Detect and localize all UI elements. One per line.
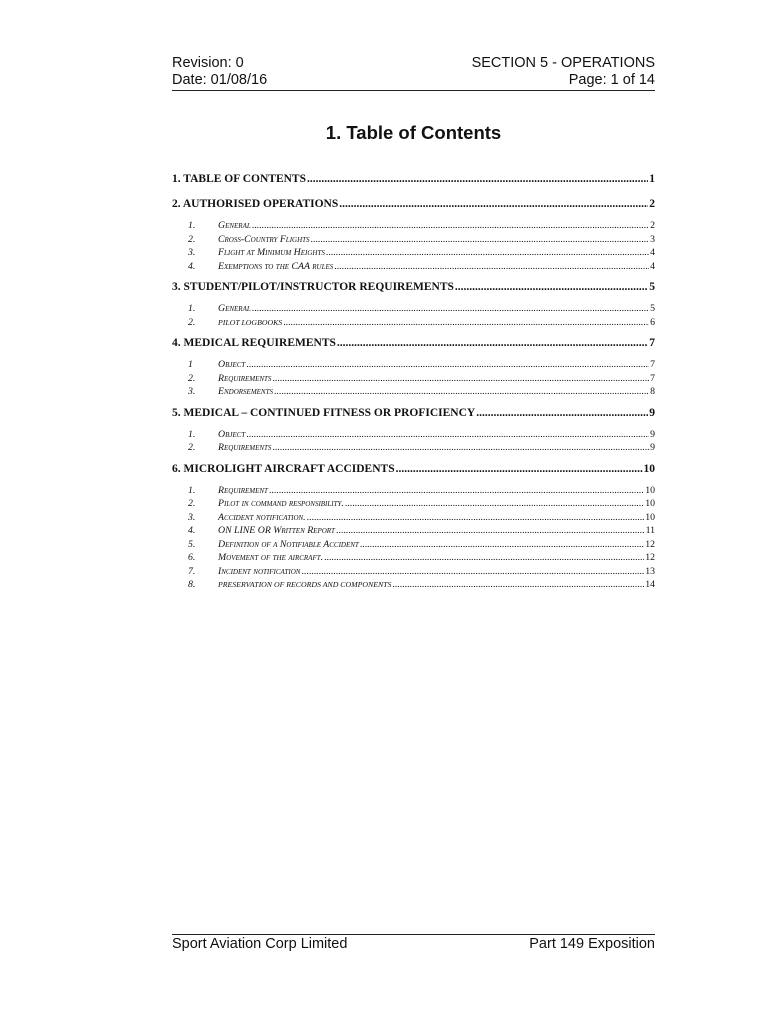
toc-entry-level2[interactable] (172, 565, 655, 579)
toc-entry-level2[interactable] (172, 246, 655, 260)
dot-leader (307, 169, 648, 190)
toc-entry-label: 5. MEDICAL – CONTINUED FITNESS OR PROFICIENCY (172, 406, 476, 419)
toc-section (172, 169, 655, 190)
dot-leader (392, 578, 644, 592)
toc-subentry-label: Pilot in command responsibility. (218, 498, 344, 509)
toc-subentry-number: 2. (188, 316, 196, 328)
toc-entry-page: 2 (649, 198, 655, 210)
revision-label: Revision: 0 (172, 55, 244, 71)
table-of-contents (172, 169, 655, 596)
toc-entry-level1[interactable] (172, 459, 655, 480)
toc-subentry-page: 9 (650, 428, 655, 440)
dot-leader (301, 565, 644, 579)
toc-entry-page: 9 (649, 406, 655, 419)
dot-leader (360, 538, 644, 552)
toc-entry-label: 3. STUDENT/PILOT/INSTRUCTOR REQUIREMENTS (172, 281, 454, 293)
toc-entry-level2[interactable] (172, 524, 655, 538)
toc-subentry-label: PILOT LOGBOOKS (218, 317, 283, 327)
header-row-2 (172, 72, 655, 89)
toc-subentry-page: 12 (645, 552, 655, 563)
toc-subentry-number: 3. (188, 511, 196, 523)
toc-subentry-number: 7. (188, 565, 196, 577)
toc-subentry-page: 10 (645, 511, 655, 523)
toc-entry-label: 1. TABLE OF CONTENTS (172, 173, 306, 185)
toc-subentry-page: 13 (645, 565, 655, 577)
toc-section (172, 277, 655, 329)
footer-document: Part 149 Exposition (529, 936, 655, 952)
toc-entry-level2[interactable] (172, 358, 655, 372)
dot-leader (339, 194, 648, 215)
dot-leader (334, 260, 649, 274)
toc-subentry-number: 3. (188, 247, 196, 258)
toc-subentry-label: General (218, 220, 251, 231)
dot-leader (246, 428, 649, 442)
toc-entry-level1[interactable] (172, 169, 655, 190)
toc-subentry-number: 2. (188, 498, 196, 509)
toc-entry-level1[interactable] (172, 277, 655, 298)
toc-subentry-page: 4 (650, 260, 655, 272)
toc-subentry-page: 11 (645, 525, 655, 536)
toc-entry-label: 4. MEDICAL REQUIREMENTS (172, 337, 336, 349)
toc-section (172, 194, 655, 273)
toc-subentry-label: General (218, 303, 251, 314)
toc-subentry-page: 14 (645, 579, 655, 590)
toc-subentry-number: 2. (188, 233, 196, 245)
toc-subentries (172, 358, 655, 399)
date-label: Date: 01/08/16 (172, 72, 268, 88)
toc-subentry-label: Movement of the aircraft. (218, 552, 324, 563)
toc-entry-level1[interactable] (172, 333, 655, 354)
toc-section (172, 459, 655, 592)
toc-entry-level2[interactable] (172, 302, 655, 316)
toc-subentries (172, 484, 655, 592)
toc-subentry-number: 5. (188, 538, 196, 550)
toc-subentry-page: 6 (650, 316, 655, 328)
dot-leader (274, 385, 649, 399)
dot-leader (246, 358, 649, 372)
dot-leader (252, 219, 649, 233)
toc-entry-level2[interactable] (172, 316, 655, 330)
toc-entry-level2[interactable] (172, 372, 655, 386)
toc-subentry-number: 4. (188, 260, 196, 272)
toc-subentry-page: 3 (650, 233, 655, 245)
toc-subentry-label: Incident notification (218, 565, 301, 577)
toc-subentry-page: 7 (650, 372, 655, 384)
toc-subentry-page: 4 (650, 247, 655, 258)
toc-subentry-label: Exemptions to the CAA rules (218, 260, 334, 272)
toc-subentry-label: Requirements (218, 372, 272, 384)
toc-subentry-label: Object (218, 359, 246, 370)
toc-subentry-number: 4. (188, 525, 196, 536)
toc-subentry-page: 9 (650, 442, 655, 453)
toc-subentry-label: Cross-Country Flights (218, 233, 310, 245)
dot-leader (269, 484, 644, 498)
toc-subentry-number: 3. (188, 386, 196, 397)
toc-subentries (172, 219, 655, 273)
dot-leader (283, 316, 649, 330)
toc-subentry-page: 2 (650, 220, 655, 231)
toc-entry-level2[interactable] (172, 578, 655, 592)
toc-entry-level2[interactable] (172, 497, 655, 511)
dot-leader (326, 246, 649, 260)
page-header (172, 55, 655, 91)
toc-section (172, 333, 655, 399)
toc-subentry-label: Object (218, 428, 246, 440)
page-label: Page: 1 of 14 (568, 72, 655, 88)
toc-entry-level2[interactable] (172, 219, 655, 233)
header-row-1 (172, 55, 655, 72)
toc-section (172, 403, 655, 455)
toc-subentries (172, 302, 655, 329)
toc-subentry-page: 10 (645, 484, 655, 496)
toc-entry-page: 1 (649, 173, 655, 185)
footer-company: Sport Aviation Corp Limited (172, 936, 348, 952)
toc-subentry-page: 8 (650, 386, 655, 397)
toc-subentries (172, 428, 655, 455)
toc-entry-label: 2. AUTHORISED OPERATIONS (172, 198, 339, 210)
toc-entry-label: 6. MICROLIGHT AIRCRAFT ACCIDENTS (172, 462, 395, 475)
dot-leader (252, 302, 649, 316)
toc-entry-level2[interactable] (172, 260, 655, 274)
toc-subentry-page: 7 (650, 359, 655, 370)
toc-subentry-number: 1. (188, 428, 196, 440)
toc-entry-page: 10 (643, 462, 655, 475)
toc-entry-level1[interactable] (172, 403, 655, 424)
toc-subentry-number: 6. (188, 552, 196, 563)
toc-subentry-number: 1 (188, 359, 193, 370)
dot-leader (476, 403, 648, 424)
dot-leader (337, 333, 648, 354)
toc-subentry-number: 2. (188, 442, 196, 453)
toc-subentry-number: 1. (188, 220, 196, 231)
dot-leader (272, 441, 649, 455)
toc-subentry-label: Flight at Minimum Heights (218, 247, 325, 258)
toc-subentry-label: Requirements (218, 442, 272, 453)
page-footer (172, 934, 655, 952)
toc-entry-level2[interactable] (172, 428, 655, 442)
toc-subentry-label: PRESERVATION OF RECORDS AND COMPONENTS (218, 580, 392, 589)
dot-leader (455, 277, 648, 298)
toc-subentry-page: 12 (645, 538, 655, 550)
toc-entry-page: 5 (649, 281, 655, 293)
toc-entry-level2[interactable] (172, 538, 655, 552)
toc-entry-level2[interactable] (172, 441, 655, 455)
toc-subentry-number: 1. (188, 484, 196, 496)
toc-entry-level2[interactable] (172, 511, 655, 525)
toc-subentry-number: 1. (188, 303, 196, 314)
section-label: SECTION 5 - OPERATIONS (471, 55, 655, 71)
toc-subentry-number: 2. (188, 372, 196, 384)
dot-leader (336, 524, 645, 538)
toc-entry-level2[interactable] (172, 385, 655, 399)
dot-leader (272, 372, 649, 386)
toc-subentry-number: 8. (188, 579, 196, 590)
dot-leader (396, 459, 643, 480)
dot-leader (307, 511, 645, 525)
page-title: 1. Table of Contents (325, 122, 502, 143)
toc-entry-level2[interactable] (172, 551, 655, 565)
toc-entry-level2[interactable] (172, 484, 655, 498)
toc-entry-page: 7 (649, 337, 655, 349)
toc-entry-level1[interactable] (172, 194, 655, 215)
toc-entry-level2[interactable] (172, 233, 655, 247)
toc-subentry-label: ON LINE OR Written Report (218, 525, 335, 536)
toc-subentry-label: Definition of a Notifiable Accident (218, 538, 359, 550)
toc-subentry-label: Requirement (218, 484, 268, 496)
toc-subentry-label: Accident notification. (218, 511, 306, 523)
toc-subentry-page: 10 (645, 498, 655, 509)
dot-leader (324, 551, 644, 565)
toc-subentry-label: Endorsements (218, 386, 273, 397)
dot-leader (311, 233, 650, 247)
dot-leader (345, 497, 644, 511)
toc-subentry-page: 5 (650, 303, 655, 314)
